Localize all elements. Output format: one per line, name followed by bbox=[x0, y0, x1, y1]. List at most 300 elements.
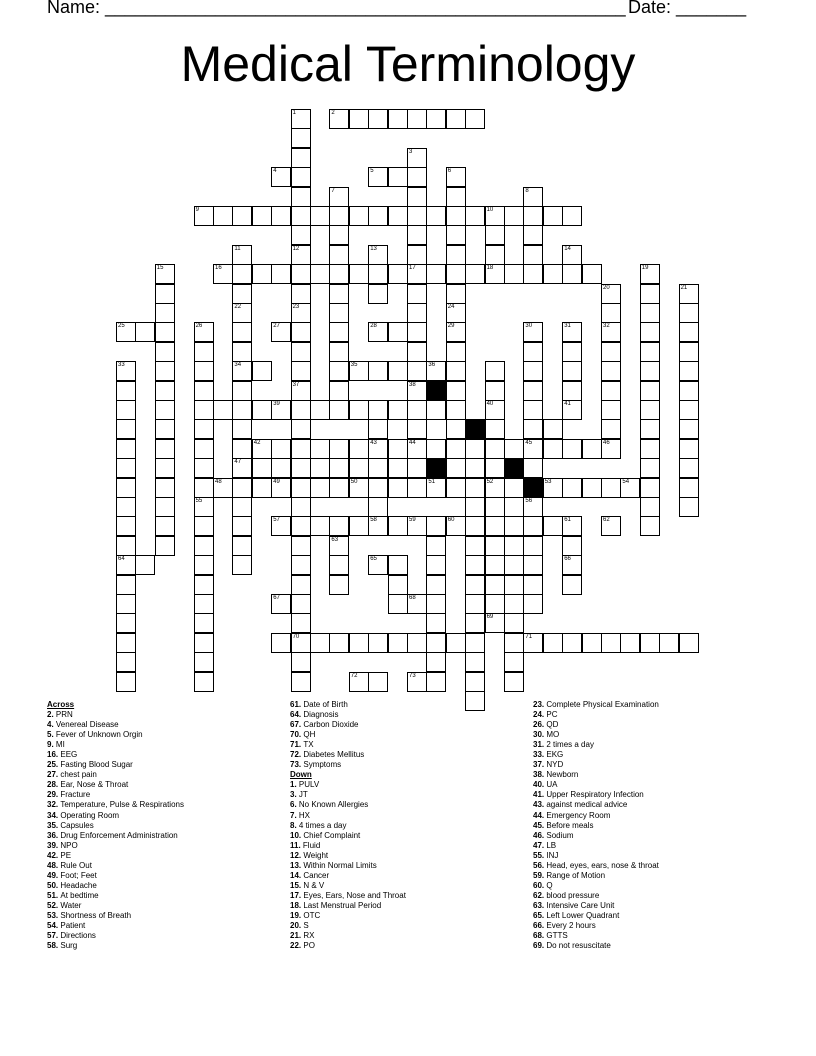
crossword-cell[interactable] bbox=[291, 536, 311, 556]
crossword-cell[interactable] bbox=[485, 206, 505, 226]
crossword-cell[interactable] bbox=[116, 633, 136, 653]
crossword-cell[interactable] bbox=[368, 478, 388, 498]
crossword-cell[interactable] bbox=[523, 264, 543, 284]
crossword-cell[interactable] bbox=[155, 497, 175, 517]
crossword-cell[interactable] bbox=[426, 439, 446, 459]
crossword-cell[interactable] bbox=[388, 109, 408, 129]
crossword-cell[interactable] bbox=[329, 206, 349, 226]
crossword-cell[interactable] bbox=[116, 594, 136, 614]
crossword-cell[interactable] bbox=[679, 303, 699, 323]
crossword-cell[interactable] bbox=[543, 633, 563, 653]
crossword-cell[interactable] bbox=[601, 419, 621, 439]
crossword-cell[interactable] bbox=[426, 575, 446, 595]
crossword-cell[interactable] bbox=[562, 361, 582, 381]
crossword-cell[interactable] bbox=[601, 633, 621, 653]
crossword-cell[interactable] bbox=[640, 497, 660, 517]
crossword-cell[interactable] bbox=[291, 516, 311, 536]
crossword-cell[interactable] bbox=[465, 691, 485, 711]
crossword-cell[interactable] bbox=[465, 555, 485, 575]
crossword-cell[interactable] bbox=[232, 439, 252, 459]
crossword-cell[interactable] bbox=[485, 225, 505, 245]
crossword-cell[interactable] bbox=[291, 303, 311, 323]
crossword-cell[interactable] bbox=[582, 264, 602, 284]
crossword-cell[interactable] bbox=[329, 536, 349, 556]
crossword-cell[interactable] bbox=[213, 400, 233, 420]
crossword-cell[interactable] bbox=[523, 439, 543, 459]
crossword-cell[interactable] bbox=[426, 478, 446, 498]
crossword-cell[interactable] bbox=[562, 516, 582, 536]
crossword-cell[interactable] bbox=[523, 458, 543, 478]
crossword-cell[interactable] bbox=[116, 439, 136, 459]
crossword-cell[interactable] bbox=[504, 536, 524, 556]
crossword-cell[interactable] bbox=[601, 381, 621, 401]
crossword-cell[interactable] bbox=[407, 322, 427, 342]
crossword-cell[interactable] bbox=[194, 497, 214, 517]
crossword-cell[interactable] bbox=[640, 342, 660, 362]
crossword-cell[interactable] bbox=[116, 516, 136, 536]
crossword-cell[interactable] bbox=[232, 264, 252, 284]
crossword-cell[interactable] bbox=[329, 245, 349, 265]
crossword-cell[interactable] bbox=[252, 439, 272, 459]
crossword-cell[interactable] bbox=[155, 419, 175, 439]
crossword-cell[interactable] bbox=[271, 439, 291, 459]
crossword-cell[interactable] bbox=[601, 361, 621, 381]
crossword-cell[interactable] bbox=[329, 478, 349, 498]
crossword-cell[interactable] bbox=[504, 575, 524, 595]
crossword-cell[interactable] bbox=[252, 478, 272, 498]
crossword-cell[interactable] bbox=[388, 594, 408, 614]
crossword-cell[interactable] bbox=[271, 322, 291, 342]
crossword-cell[interactable] bbox=[446, 400, 466, 420]
crossword-cell[interactable] bbox=[329, 458, 349, 478]
crossword-cell[interactable] bbox=[446, 264, 466, 284]
crossword-cell[interactable] bbox=[155, 536, 175, 556]
crossword-cell[interactable] bbox=[368, 516, 388, 536]
crossword-cell[interactable] bbox=[407, 148, 427, 168]
crossword-cell[interactable] bbox=[465, 478, 485, 498]
crossword-cell[interactable] bbox=[291, 167, 311, 187]
crossword-cell[interactable] bbox=[543, 206, 563, 226]
crossword-cell[interactable] bbox=[504, 264, 524, 284]
crossword-cell[interactable] bbox=[485, 439, 505, 459]
crossword-cell[interactable] bbox=[232, 478, 252, 498]
crossword-cell[interactable] bbox=[291, 148, 311, 168]
crossword-cell[interactable] bbox=[291, 342, 311, 362]
crossword-cell[interactable] bbox=[562, 575, 582, 595]
crossword-cell[interactable] bbox=[116, 613, 136, 633]
crossword-cell[interactable] bbox=[213, 264, 233, 284]
crossword-cell[interactable] bbox=[485, 536, 505, 556]
crossword-cell[interactable] bbox=[388, 439, 408, 459]
crossword-cell[interactable] bbox=[504, 439, 524, 459]
crossword-cell[interactable] bbox=[388, 516, 408, 536]
crossword-cell[interactable] bbox=[504, 594, 524, 614]
crossword-cell[interactable] bbox=[291, 322, 311, 342]
crossword-cell[interactable] bbox=[426, 361, 446, 381]
crossword-cell[interactable] bbox=[426, 264, 446, 284]
crossword-cell[interactable] bbox=[291, 497, 311, 517]
crossword-cell[interactable] bbox=[601, 322, 621, 342]
crossword-cell[interactable] bbox=[485, 497, 505, 517]
crossword-cell[interactable] bbox=[407, 633, 427, 653]
crossword-cell[interactable] bbox=[407, 478, 427, 498]
crossword-cell[interactable] bbox=[601, 284, 621, 304]
crossword-cell[interactable] bbox=[485, 594, 505, 614]
crossword-cell[interactable] bbox=[271, 206, 291, 226]
crossword-cell[interactable] bbox=[349, 361, 369, 381]
crossword-cell[interactable] bbox=[329, 322, 349, 342]
crossword-cell[interactable] bbox=[232, 245, 252, 265]
crossword-cell[interactable] bbox=[679, 458, 699, 478]
crossword-cell[interactable] bbox=[155, 478, 175, 498]
crossword-cell[interactable] bbox=[116, 400, 136, 420]
crossword-cell[interactable] bbox=[135, 322, 155, 342]
crossword-cell[interactable] bbox=[349, 516, 369, 536]
crossword-cell[interactable] bbox=[465, 536, 485, 556]
crossword-cell[interactable] bbox=[271, 264, 291, 284]
crossword-cell[interactable] bbox=[368, 284, 388, 304]
crossword-cell[interactable] bbox=[446, 245, 466, 265]
crossword-cell[interactable] bbox=[446, 225, 466, 245]
crossword-cell[interactable] bbox=[601, 516, 621, 536]
crossword-cell[interactable] bbox=[562, 245, 582, 265]
crossword-cell[interactable] bbox=[523, 555, 543, 575]
crossword-cell[interactable] bbox=[446, 458, 466, 478]
crossword-cell[interactable] bbox=[368, 361, 388, 381]
crossword-cell[interactable] bbox=[640, 264, 660, 284]
crossword-cell[interactable] bbox=[135, 555, 155, 575]
crossword-cell[interactable] bbox=[523, 381, 543, 401]
crossword-cell[interactable] bbox=[291, 361, 311, 381]
crossword-cell[interactable] bbox=[465, 633, 485, 653]
crossword-cell[interactable] bbox=[329, 439, 349, 459]
crossword-cell[interactable] bbox=[291, 594, 311, 614]
crossword-cell[interactable] bbox=[543, 419, 563, 439]
crossword-cell[interactable] bbox=[310, 478, 330, 498]
crossword-cell[interactable] bbox=[582, 633, 602, 653]
crossword-cell[interactable] bbox=[291, 187, 311, 207]
crossword-cell[interactable] bbox=[485, 516, 505, 536]
crossword-cell[interactable] bbox=[640, 400, 660, 420]
crossword-cell[interactable] bbox=[155, 342, 175, 362]
crossword-cell[interactable] bbox=[388, 264, 408, 284]
crossword-cell[interactable] bbox=[291, 225, 311, 245]
crossword-cell[interactable] bbox=[446, 284, 466, 304]
crossword-cell[interactable] bbox=[582, 439, 602, 459]
crossword-cell[interactable] bbox=[523, 206, 543, 226]
crossword-cell[interactable] bbox=[388, 167, 408, 187]
crossword-cell[interactable] bbox=[232, 361, 252, 381]
crossword-cell[interactable] bbox=[329, 342, 349, 362]
crossword-cell[interactable] bbox=[523, 419, 543, 439]
crossword-cell[interactable] bbox=[679, 361, 699, 381]
crossword-cell[interactable] bbox=[446, 342, 466, 362]
crossword-cell[interactable] bbox=[232, 284, 252, 304]
crossword-cell[interactable] bbox=[252, 361, 272, 381]
crossword-cell[interactable] bbox=[155, 284, 175, 304]
crossword-cell[interactable] bbox=[329, 516, 349, 536]
crossword-cell[interactable] bbox=[368, 458, 388, 478]
crossword-cell[interactable] bbox=[232, 536, 252, 556]
crossword-cell[interactable] bbox=[523, 516, 543, 536]
crossword-cell[interactable] bbox=[523, 497, 543, 517]
crossword-cell[interactable] bbox=[194, 613, 214, 633]
crossword-cell[interactable] bbox=[194, 458, 214, 478]
crossword-cell[interactable] bbox=[349, 264, 369, 284]
crossword-cell[interactable] bbox=[485, 458, 505, 478]
crossword-cell[interactable] bbox=[368, 633, 388, 653]
crossword-cell[interactable] bbox=[232, 381, 252, 401]
crossword-cell[interactable] bbox=[446, 419, 466, 439]
crossword-cell[interactable] bbox=[562, 400, 582, 420]
crossword-cell[interactable] bbox=[523, 633, 543, 653]
crossword-cell[interactable] bbox=[271, 516, 291, 536]
crossword-cell[interactable] bbox=[640, 419, 660, 439]
crossword-cell[interactable] bbox=[679, 342, 699, 362]
crossword-cell[interactable] bbox=[543, 264, 563, 284]
crossword-cell[interactable] bbox=[291, 672, 311, 692]
crossword-cell[interactable] bbox=[194, 342, 214, 362]
crossword-cell[interactable] bbox=[368, 109, 388, 129]
crossword-cell[interactable] bbox=[465, 264, 485, 284]
crossword-cell[interactable] bbox=[446, 187, 466, 207]
crossword-cell[interactable] bbox=[291, 478, 311, 498]
crossword-cell[interactable] bbox=[116, 361, 136, 381]
crossword-cell[interactable] bbox=[407, 516, 427, 536]
crossword-cell[interactable] bbox=[679, 284, 699, 304]
crossword-cell[interactable] bbox=[446, 381, 466, 401]
crossword-cell[interactable] bbox=[310, 206, 330, 226]
crossword-cell[interactable] bbox=[446, 109, 466, 129]
crossword-cell[interactable] bbox=[116, 381, 136, 401]
crossword-cell[interactable] bbox=[388, 206, 408, 226]
crossword-cell[interactable] bbox=[504, 672, 524, 692]
crossword-cell[interactable] bbox=[426, 109, 446, 129]
crossword-cell[interactable] bbox=[679, 400, 699, 420]
crossword-cell[interactable] bbox=[349, 633, 369, 653]
crossword-cell[interactable] bbox=[388, 458, 408, 478]
crossword-cell[interactable] bbox=[679, 497, 699, 517]
crossword-cell[interactable] bbox=[368, 419, 388, 439]
crossword-cell[interactable] bbox=[329, 575, 349, 595]
crossword-cell[interactable] bbox=[679, 439, 699, 459]
crossword-cell[interactable] bbox=[620, 478, 640, 498]
crossword-cell[interactable] bbox=[407, 458, 427, 478]
crossword-cell[interactable] bbox=[232, 303, 252, 323]
crossword-cell[interactable] bbox=[679, 633, 699, 653]
crossword-cell[interactable] bbox=[679, 381, 699, 401]
crossword-cell[interactable] bbox=[291, 400, 311, 420]
crossword-cell[interactable] bbox=[523, 322, 543, 342]
crossword-cell[interactable] bbox=[446, 167, 466, 187]
crossword-cell[interactable] bbox=[116, 497, 136, 517]
crossword-cell[interactable] bbox=[562, 555, 582, 575]
crossword-cell[interactable] bbox=[640, 381, 660, 401]
crossword-cell[interactable] bbox=[329, 555, 349, 575]
crossword-cell[interactable] bbox=[388, 400, 408, 420]
crossword-cell[interactable] bbox=[116, 419, 136, 439]
crossword-cell[interactable] bbox=[310, 264, 330, 284]
crossword-cell[interactable] bbox=[155, 458, 175, 478]
crossword-cell[interactable] bbox=[232, 419, 252, 439]
crossword-cell[interactable] bbox=[368, 497, 388, 517]
crossword-cell[interactable] bbox=[271, 594, 291, 614]
crossword-cell[interactable] bbox=[291, 109, 311, 129]
crossword-cell[interactable] bbox=[523, 187, 543, 207]
crossword-cell[interactable] bbox=[562, 342, 582, 362]
crossword-cell[interactable] bbox=[291, 633, 311, 653]
crossword-cell[interactable] bbox=[543, 439, 563, 459]
crossword-cell[interactable] bbox=[194, 555, 214, 575]
crossword-cell[interactable] bbox=[368, 264, 388, 284]
crossword-cell[interactable] bbox=[620, 633, 640, 653]
crossword-cell[interactable] bbox=[426, 206, 446, 226]
crossword-cell[interactable] bbox=[291, 245, 311, 265]
crossword-cell[interactable] bbox=[388, 555, 408, 575]
crossword-cell[interactable] bbox=[504, 497, 524, 517]
crossword-cell[interactable] bbox=[291, 381, 311, 401]
crossword-cell[interactable] bbox=[368, 167, 388, 187]
crossword-cell[interactable] bbox=[640, 303, 660, 323]
crossword-cell[interactable] bbox=[601, 400, 621, 420]
crossword-cell[interactable] bbox=[504, 555, 524, 575]
crossword-cell[interactable] bbox=[194, 652, 214, 672]
crossword-cell[interactable] bbox=[523, 400, 543, 420]
crossword-cell[interactable] bbox=[291, 128, 311, 148]
crossword-cell[interactable] bbox=[562, 381, 582, 401]
crossword-cell[interactable] bbox=[465, 458, 485, 478]
crossword-cell[interactable] bbox=[485, 381, 505, 401]
crossword-cell[interactable] bbox=[407, 361, 427, 381]
crossword-cell[interactable] bbox=[465, 613, 485, 633]
crossword-cell[interactable] bbox=[426, 594, 446, 614]
crossword-cell[interactable] bbox=[446, 516, 466, 536]
crossword-cell[interactable] bbox=[116, 478, 136, 498]
crossword-cell[interactable] bbox=[640, 478, 660, 498]
crossword-cell[interactable] bbox=[601, 303, 621, 323]
crossword-cell[interactable] bbox=[407, 400, 427, 420]
crossword-cell[interactable] bbox=[640, 516, 660, 536]
crossword-cell[interactable] bbox=[155, 381, 175, 401]
crossword-cell[interactable] bbox=[194, 322, 214, 342]
crossword-cell[interactable] bbox=[116, 458, 136, 478]
crossword-cell[interactable] bbox=[504, 613, 524, 633]
crossword-cell[interactable] bbox=[562, 264, 582, 284]
crossword-cell[interactable] bbox=[232, 400, 252, 420]
crossword-cell[interactable] bbox=[194, 575, 214, 595]
crossword-cell[interactable] bbox=[155, 439, 175, 459]
crossword-cell[interactable] bbox=[213, 206, 233, 226]
crossword-cell[interactable] bbox=[407, 245, 427, 265]
crossword-cell[interactable] bbox=[465, 516, 485, 536]
crossword-cell[interactable] bbox=[407, 109, 427, 129]
crossword-cell[interactable] bbox=[523, 245, 543, 265]
crossword-cell[interactable] bbox=[116, 575, 136, 595]
crossword-cell[interactable] bbox=[232, 342, 252, 362]
crossword-cell[interactable] bbox=[446, 206, 466, 226]
crossword-cell[interactable] bbox=[349, 109, 369, 129]
crossword-cell[interactable] bbox=[329, 633, 349, 653]
crossword-cell[interactable] bbox=[329, 225, 349, 245]
crossword-cell[interactable] bbox=[485, 400, 505, 420]
crossword-cell[interactable] bbox=[368, 322, 388, 342]
crossword-cell[interactable] bbox=[426, 652, 446, 672]
crossword-cell[interactable] bbox=[504, 652, 524, 672]
crossword-cell[interactable] bbox=[329, 381, 349, 401]
crossword-cell[interactable] bbox=[155, 400, 175, 420]
crossword-cell[interactable] bbox=[232, 458, 252, 478]
crossword-cell[interactable] bbox=[116, 555, 136, 575]
crossword-cell[interactable] bbox=[194, 439, 214, 459]
crossword-cell[interactable] bbox=[310, 516, 330, 536]
crossword-cell[interactable] bbox=[232, 497, 252, 517]
crossword-cell[interactable] bbox=[194, 594, 214, 614]
crossword-cell[interactable] bbox=[388, 575, 408, 595]
crossword-cell[interactable] bbox=[368, 439, 388, 459]
crossword-cell[interactable] bbox=[310, 633, 330, 653]
crossword-cell[interactable] bbox=[562, 478, 582, 498]
crossword-cell[interactable] bbox=[426, 633, 446, 653]
crossword-cell[interactable] bbox=[291, 458, 311, 478]
crossword-cell[interactable] bbox=[640, 633, 660, 653]
crossword-cell[interactable] bbox=[407, 381, 427, 401]
crossword-cell[interactable] bbox=[446, 633, 466, 653]
crossword-cell[interactable] bbox=[562, 633, 582, 653]
crossword-cell[interactable] bbox=[407, 342, 427, 362]
crossword-cell[interactable] bbox=[523, 594, 543, 614]
crossword-cell[interactable] bbox=[368, 400, 388, 420]
crossword-cell[interactable] bbox=[349, 439, 369, 459]
crossword-cell[interactable] bbox=[446, 478, 466, 498]
crossword-cell[interactable] bbox=[465, 206, 485, 226]
crossword-cell[interactable] bbox=[640, 284, 660, 304]
crossword-cell[interactable] bbox=[116, 672, 136, 692]
crossword-cell[interactable] bbox=[407, 594, 427, 614]
crossword-cell[interactable] bbox=[446, 322, 466, 342]
crossword-cell[interactable] bbox=[407, 439, 427, 459]
crossword-cell[interactable] bbox=[291, 575, 311, 595]
crossword-cell[interactable] bbox=[271, 458, 291, 478]
crossword-cell[interactable] bbox=[368, 555, 388, 575]
crossword-cell[interactable] bbox=[329, 361, 349, 381]
crossword-cell[interactable] bbox=[562, 439, 582, 459]
crossword-cell[interactable] bbox=[407, 167, 427, 187]
crossword-cell[interactable] bbox=[582, 478, 602, 498]
crossword-cell[interactable] bbox=[194, 672, 214, 692]
crossword-cell[interactable] bbox=[523, 342, 543, 362]
crossword-cell[interactable] bbox=[368, 672, 388, 692]
crossword-cell[interactable] bbox=[232, 555, 252, 575]
crossword-cell[interactable] bbox=[504, 516, 524, 536]
crossword-cell[interactable] bbox=[252, 458, 272, 478]
crossword-cell[interactable] bbox=[232, 206, 252, 226]
crossword-cell[interactable] bbox=[465, 652, 485, 672]
crossword-cell[interactable] bbox=[407, 206, 427, 226]
crossword-cell[interactable] bbox=[291, 652, 311, 672]
crossword-cell[interactable] bbox=[407, 264, 427, 284]
crossword-cell[interactable] bbox=[407, 225, 427, 245]
crossword-cell[interactable] bbox=[543, 516, 563, 536]
crossword-cell[interactable] bbox=[523, 361, 543, 381]
crossword-cell[interactable] bbox=[271, 633, 291, 653]
crossword-cell[interactable] bbox=[679, 322, 699, 342]
crossword-cell[interactable] bbox=[291, 284, 311, 304]
crossword-cell[interactable] bbox=[640, 361, 660, 381]
crossword-cell[interactable] bbox=[291, 206, 311, 226]
crossword-cell[interactable] bbox=[349, 400, 369, 420]
crossword-cell[interactable] bbox=[329, 284, 349, 304]
crossword-cell[interactable] bbox=[213, 478, 233, 498]
